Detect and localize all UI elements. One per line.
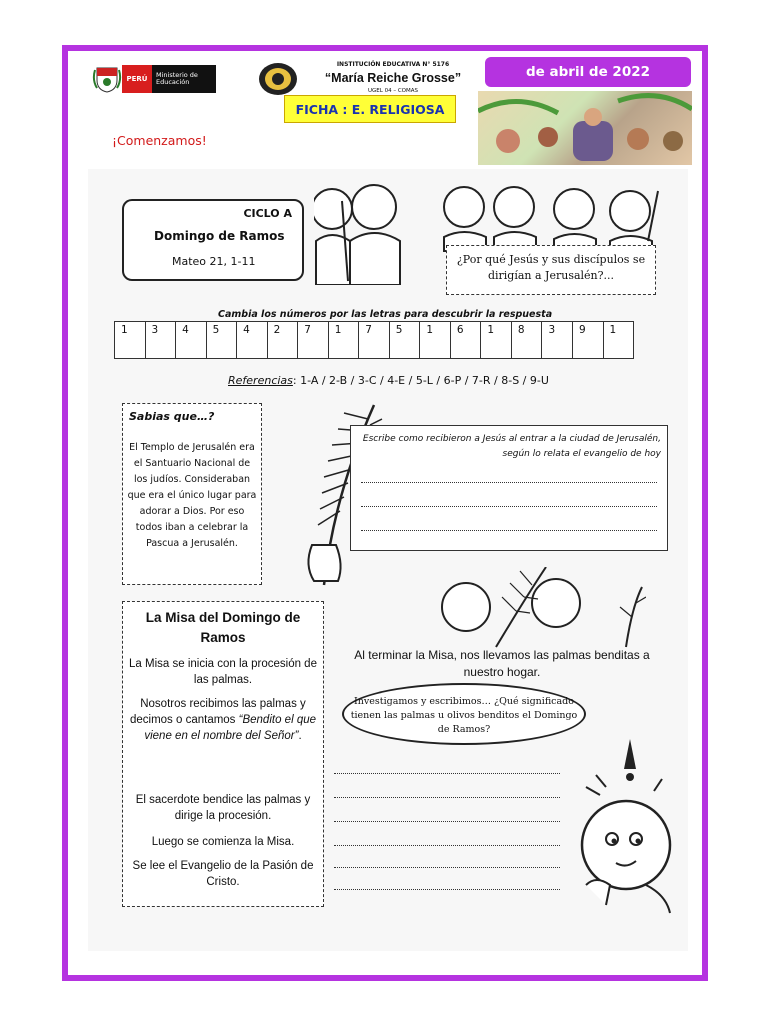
palm-sunday-illustration	[478, 91, 692, 165]
puzzle-cell[interactable]	[176, 322, 207, 358]
misa-box	[122, 601, 324, 907]
answer-line[interactable]	[334, 797, 560, 798]
puzzle-cell[interactable]	[481, 322, 512, 358]
question-bubble: ¿Por qué Jesús y sus discípulos se dirigían a Jerusalén?...	[446, 245, 656, 295]
terminar-text: Al terminar la Misa, nos llevamos las palmas benditas a nuestro hogar.	[354, 648, 650, 679]
puzzle-references	[228, 374, 549, 387]
answer-line[interactable]	[334, 867, 560, 868]
ciclo-title: Domingo de Ramos	[154, 229, 285, 243]
puzzle-number: 1	[334, 324, 342, 336]
escribe-prompt: Escribe como recibieron a Jesús al entrar a la ciudad de Jerusalén, según lo relata el evangelio de hoy	[362, 434, 661, 459]
ministry-logo	[92, 61, 226, 97]
thinking-boy-illustration	[566, 735, 690, 915]
puzzle-number: 3	[151, 324, 159, 336]
investigamos-bubble: Investigamos y escribimos… ¿Qué significado tienen las palmas u olivos benditos el Domingo de Ramos?	[342, 683, 586, 745]
misa-quote: “Bendito el que viene en el nombre del Señor”	[144, 714, 317, 742]
school-logo-icon	[258, 61, 298, 97]
ciclo-box	[122, 199, 304, 281]
puzzle-cell[interactable]	[268, 322, 299, 358]
puzzle-number: 1	[121, 324, 128, 336]
puzzle-cell[interactable]	[512, 322, 543, 358]
puzzle-number: 7	[365, 324, 372, 336]
puzzle-number: 5	[395, 324, 403, 336]
date-badge: de abril de 2022	[485, 57, 691, 87]
comenzamos-text: ¡Comenzamos!	[112, 133, 207, 148]
misa-paragraph: Luego se comienza la Misa.	[151, 836, 295, 848]
puzzle-number: 4	[182, 324, 189, 336]
puzzle-cell[interactable]	[298, 322, 329, 358]
puzzle-cell[interactable]	[329, 322, 360, 358]
answer-line[interactable]	[361, 530, 657, 531]
puzzle-cell[interactable]	[359, 322, 390, 358]
misa-text: .	[298, 730, 302, 742]
puzzle-number: 9	[578, 324, 586, 336]
puzzle-cell[interactable]	[207, 322, 238, 358]
answer-line[interactable]	[334, 845, 560, 846]
puzzle-number: 1	[426, 324, 433, 336]
worksheet	[88, 169, 688, 951]
sabias-que-box	[122, 403, 262, 585]
ciclo-label: CICLO A	[243, 207, 292, 220]
puzzle-cell[interactable]	[604, 322, 634, 358]
puzzle-number: 3	[548, 324, 556, 336]
sabias-heading: Sabias que…?	[129, 410, 215, 423]
puzzle-cell[interactable]	[542, 322, 573, 358]
puzzle-instruction: Cambia los números por las letras para descubrir la respuesta	[218, 309, 553, 320]
ficha-title: FICHA : E. RELIGIOSA	[284, 95, 456, 123]
puzzle-cell[interactable]	[390, 322, 421, 358]
school-name: “María Reiche Grosse”	[324, 71, 462, 85]
ministry-label: Ministerio de Educación	[152, 65, 216, 93]
children-with-palms-illustration	[406, 567, 646, 651]
peru-label: PERÚ	[122, 65, 152, 93]
puzzle-number: 4	[243, 324, 250, 336]
answer-line[interactable]	[334, 821, 560, 822]
misa-text: Nosotros recibimos las palmas y decimos o cantamos	[129, 698, 306, 726]
letter-puzzle-grid	[114, 321, 634, 359]
puzzle-cell[interactable]	[237, 322, 268, 358]
school-ugel: UGEL 04 – COMAS	[368, 88, 418, 94]
sabias-text: El Templo de Jerusalén era el Santuario Nacional de los judíos. Consideraban que era el único lugar para adorar a Dios. Por eso todos iban a celebrar la Pascua a Jerusalén.	[127, 442, 257, 549]
puzzle-cell[interactable]	[573, 322, 604, 358]
answer-line[interactable]	[361, 506, 657, 507]
puzzle-cell[interactable]	[420, 322, 451, 358]
references-label: Referencias	[228, 374, 293, 387]
misa-paragraph: El sacerdote bendice las palmas y dirige la procesión.	[135, 794, 311, 822]
puzzle-number: 6	[456, 324, 464, 336]
puzzle-cell[interactable]	[115, 322, 146, 358]
puzzle-number: 1	[609, 324, 617, 336]
page-frame	[62, 45, 708, 981]
puzzle-number: 1	[487, 324, 495, 336]
misa-paragraph: Se lee el Evangelio de la Pasión de Cristo.	[132, 860, 314, 888]
misa-paragraph	[123, 696, 323, 744]
answer-line[interactable]	[334, 889, 560, 890]
escribe-note	[350, 425, 668, 551]
coat-of-arms-icon	[92, 64, 122, 94]
puzzle-number: 7	[304, 324, 311, 336]
puzzle-number: 5	[212, 324, 220, 336]
puzzle-number: 8	[517, 324, 525, 336]
school-institution: INSTITUCIÓN EDUCATIVA N° 5176	[336, 61, 450, 68]
puzzle-cell[interactable]	[451, 322, 482, 358]
answer-line[interactable]	[334, 773, 560, 774]
references-text: : 1-A / 2-B / 3-C / 4-E / 5-L / 6-P / 7-R / 8-S / 9-U	[292, 374, 549, 387]
misa-heading: La Misa del Domingo de Ramos	[145, 610, 301, 645]
ciclo-reference: Mateo 21, 1-11	[172, 255, 256, 268]
answer-line[interactable]	[361, 482, 657, 483]
puzzle-number: 2	[273, 324, 281, 336]
misa-paragraph: La Misa se inicia con la procesión de las palmas.	[129, 658, 317, 686]
puzzle-cell[interactable]	[146, 322, 177, 358]
